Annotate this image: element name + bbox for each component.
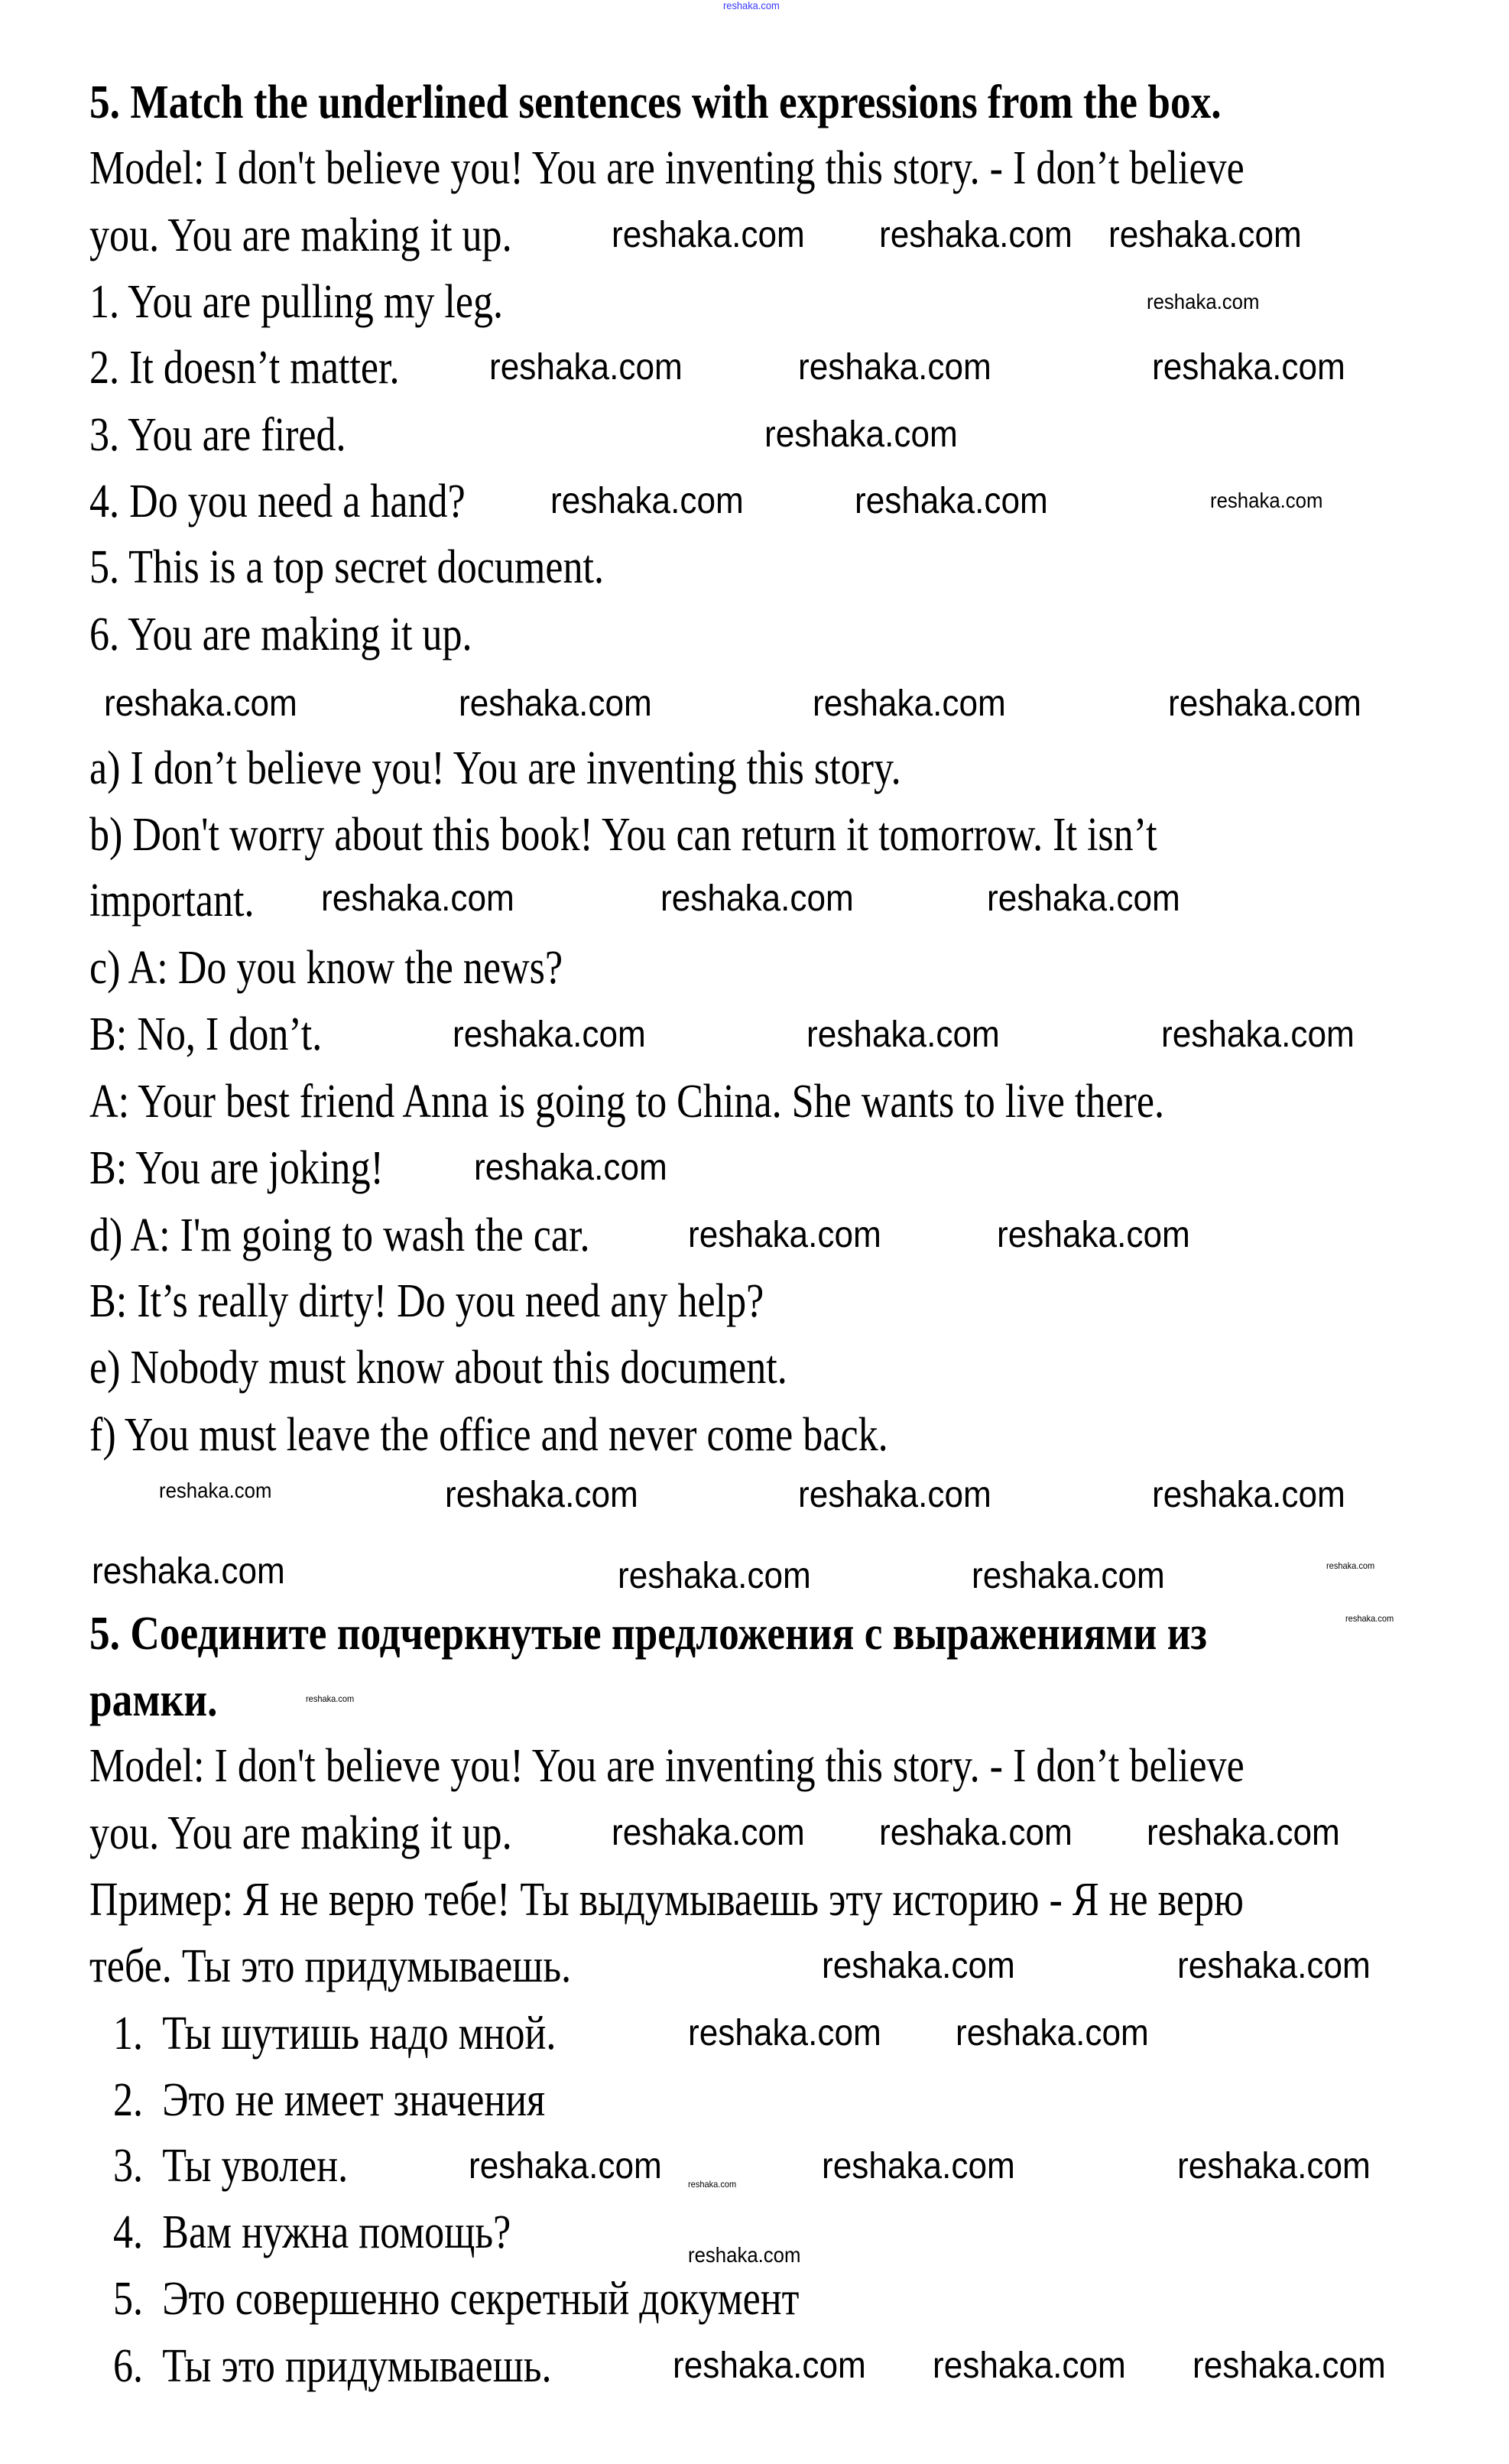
- watermark-text: reshaka.com: [612, 1813, 805, 1853]
- list-item: [113, 2342, 552, 2390]
- model-line: you. You are making it up.: [89, 1807, 512, 1859]
- expression-item: d) A: I'm going to wash the car.: [89, 1209, 590, 1261]
- watermark-text: reshaka.com: [489, 347, 683, 388]
- model-line: you. You are making it up.: [89, 209, 512, 261]
- watermark-text: reshaka.com: [1193, 2346, 1386, 2386]
- watermark-text: reshaka.com: [933, 2346, 1126, 2386]
- watermark-text: reshaka.com: [1177, 2146, 1371, 2186]
- example-line: тебе. Ты это придумываешь.: [89, 1940, 572, 1992]
- list-item: [113, 2076, 545, 2124]
- expression-item: b) Don't worry about this book! You can return it tomorrow. It isn’t: [89, 809, 1157, 861]
- watermark-text: reshaka.com: [618, 1556, 811, 1596]
- watermark-text: reshaka.com: [1326, 1560, 1375, 1571]
- item-text: Вам нужна помощь?: [162, 2206, 511, 2258]
- watermark-text: reshaka.com: [612, 215, 805, 255]
- exercise-heading-ru: рамки.: [89, 1674, 218, 1726]
- item-number: 3.: [113, 2140, 144, 2192]
- expression-item: e) Nobody must know about this document.: [89, 1342, 787, 1394]
- model-line: Model: I don't believe you! You are inventing this story. - I don’t believe: [89, 1740, 1245, 1792]
- list-item: 2. It doesn’t matter.: [89, 342, 400, 394]
- item-text: Это не имеет значения: [162, 2074, 546, 2126]
- watermark-text: reshaka.com: [879, 1813, 1073, 1853]
- expression-item: B: It’s really dirty! Do you need any help?: [89, 1275, 764, 1327]
- item-number: 6.: [113, 2340, 144, 2392]
- watermark-text: reshaka.com: [474, 1148, 667, 1188]
- example-line: Пример: Я не верю тебе! Ты выдумываешь эту историю - Я не верю: [89, 1874, 1244, 1926]
- watermark-text: reshaka.com: [1147, 1813, 1340, 1853]
- watermark-text: reshaka.com: [798, 347, 991, 388]
- expression-item: A: Your best friend Anna is going to China. She wants to live there.: [89, 1076, 1165, 1128]
- watermark-text: reshaka.com: [855, 481, 1048, 521]
- item-number: 2.: [113, 2074, 144, 2126]
- watermark-text: reshaka.com: [550, 481, 744, 521]
- watermark-text: reshaka.com: [445, 1475, 638, 1515]
- watermark-text: reshaka.com: [1161, 1014, 1355, 1055]
- watermark-text: reshaka.com: [1210, 489, 1323, 512]
- watermark-text: reshaka.com: [453, 1014, 646, 1055]
- expression-item: f) You must leave the office and never come back.: [89, 1409, 888, 1461]
- exercise-heading: 5. Match the underlined sentences with expressions from the box.: [89, 76, 1222, 128]
- watermark-text: reshaka.com: [997, 1215, 1190, 1255]
- watermark-text: reshaka.com: [813, 683, 1006, 724]
- list-item: 5. This is a top secret document.: [89, 541, 605, 593]
- watermark-text: reshaka.com: [1108, 215, 1302, 255]
- list-item: 6. You are making it up.: [89, 609, 472, 661]
- watermark-text: reshaka.com: [1152, 347, 1345, 388]
- item-text: Ты уволен.: [162, 2140, 349, 2192]
- watermark-text: reshaka.com: [1345, 1613, 1394, 1624]
- exercise-heading-ru: 5. Соедините подчеркнутые предложения с выражениями из: [89, 1608, 1207, 1660]
- expression-item: B: No, I don’t.: [89, 1008, 323, 1060]
- watermark-text: reshaka.com: [764, 414, 958, 455]
- list-item: 4. Do you need a hand?: [89, 476, 466, 528]
- item-number: 1.: [113, 2008, 144, 2060]
- watermark-text: reshaka.com: [159, 1479, 272, 1502]
- expression-item: important.: [89, 875, 255, 927]
- model-line: Model: I don't believe you! You are inventing this story. - I don’t believe: [89, 142, 1245, 194]
- watermark-text: reshaka.com: [972, 1556, 1165, 1596]
- watermark-text: reshaka.com: [688, 2243, 801, 2267]
- watermark-text: reshaka.com: [1168, 683, 1361, 724]
- item-text: Ты это придумываешь.: [162, 2340, 552, 2392]
- list-item: [113, 2008, 557, 2060]
- watermark-text: reshaka.com: [306, 1693, 355, 1704]
- watermark-text: reshaka.com: [987, 878, 1180, 919]
- watermark-text: reshaka.com: [688, 1215, 881, 1255]
- list-item: 3. You are fired.: [89, 409, 346, 461]
- watermark-text: reshaka.com: [822, 2146, 1015, 2186]
- watermark-text: reshaka.com: [1177, 1946, 1371, 1986]
- item-number: 4.: [113, 2206, 144, 2258]
- watermark-text: reshaka.com: [469, 2146, 662, 2186]
- expression-item: a) I don’t believe you! You are inventing this story.: [89, 742, 901, 794]
- watermark-text: reshaka.com: [1147, 290, 1260, 313]
- watermark-text: reshaka.com: [459, 683, 652, 724]
- list-item: 1. You are pulling my leg.: [89, 276, 504, 328]
- watermark-text: reshaka.com: [92, 1551, 285, 1592]
- list-item: [113, 2206, 511, 2258]
- watermark-text: reshaka.com: [688, 2013, 881, 2053]
- watermark-text: reshaka.com: [822, 1946, 1015, 1986]
- watermark-text: reshaka.com: [660, 878, 854, 919]
- watermark-text: reshaka.com: [1152, 1475, 1345, 1515]
- watermark-text: reshaka.com: [688, 2179, 737, 2190]
- item-text: Ты шутишь надо мной.: [162, 2008, 557, 2060]
- expression-item: B: You are joking!: [89, 1142, 384, 1194]
- watermark-text: reshaka.com: [723, 0, 780, 11]
- watermark-text: reshaka.com: [673, 2346, 866, 2386]
- list-item: [113, 2275, 799, 2323]
- item-number: 5.: [113, 2273, 144, 2325]
- expression-item: c) A: Do you know the news?: [89, 942, 563, 994]
- watermark-text: reshaka.com: [798, 1475, 991, 1515]
- watermark-text: reshaka.com: [104, 683, 297, 724]
- watermark-text: reshaka.com: [321, 878, 514, 919]
- list-item: [113, 2142, 348, 2190]
- item-text: Это совершенно секретный документ: [162, 2273, 800, 2325]
- watermark-text: reshaka.com: [879, 215, 1073, 255]
- watermark-text: reshaka.com: [806, 1014, 1000, 1055]
- watermark-text: reshaka.com: [956, 2013, 1149, 2053]
